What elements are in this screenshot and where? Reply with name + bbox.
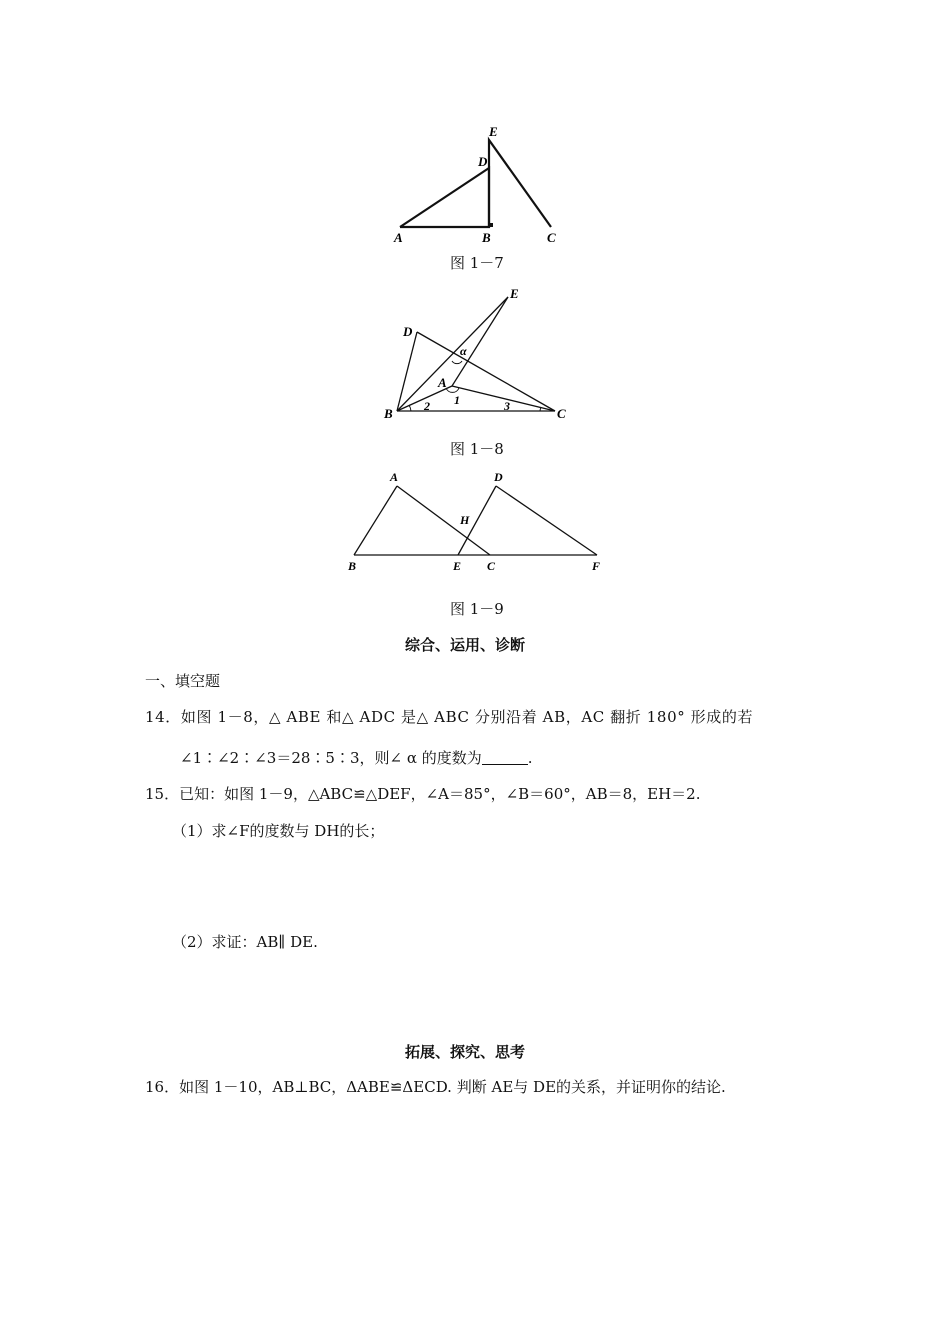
fig8-angle-1-arc	[446, 388, 459, 392]
fig8-label-c: C	[557, 406, 566, 421]
figure-1-9	[340, 466, 610, 578]
fig8-label-3: 3	[504, 399, 510, 413]
fig7-label-d: D	[478, 154, 488, 169]
q14-line1: 14．如图 1－8，△ ABE 和△ ADC 是△ ABC 分别沿着 AB，AC 翻折 180° 形成的若	[145, 708, 754, 726]
q15-stem: 15．已知：如图 1－9，△ABC≌△DEF，∠A＝85°，∠B＝60°，AB＝8，EH＝2.	[145, 785, 701, 803]
fig7-label-a: A	[394, 230, 403, 245]
fig8-label-2: 2	[424, 399, 430, 413]
figure-1-7	[380, 120, 580, 248]
fig8-label-d: D	[403, 324, 413, 339]
fig8-label-b: B	[384, 406, 393, 421]
fig7-label-c: C	[547, 230, 556, 245]
fig8-segment-bd	[397, 332, 417, 411]
fig9-label-f: F	[592, 559, 601, 573]
q16-stem: 16．如图 1－10，AB⊥BC，ΔABE≌ΔECD. 判断 AE与 DE的关系，并证明你的结论.	[145, 1078, 726, 1096]
q15-part1: （1）求∠F的度数与 DH的长；	[172, 822, 385, 840]
fig9-label-b: B	[348, 559, 357, 573]
fig8-label-e: E	[510, 286, 519, 301]
q15-part2: （2）求证：AB∥ DE.	[172, 933, 318, 951]
fig8-segment-ae	[452, 297, 508, 386]
fig7-caption: 图 1－7	[450, 254, 504, 272]
fig9-caption: 图 1－9	[450, 600, 504, 618]
fig9-label-a: A	[390, 470, 399, 484]
q14-line2	[180, 747, 533, 768]
figure-1-8	[370, 282, 580, 427]
section-fill-blank: 一、填空题	[145, 672, 221, 690]
q14-line2-text: ∠1∶∠2∶∠3＝28∶5∶3，则∠ α 的度数为	[180, 749, 482, 767]
fig8-segment-be	[397, 297, 508, 411]
fig7-label-e: E	[489, 124, 498, 139]
q14-line2-end: .	[527, 749, 533, 767]
q14-answer-blank	[482, 750, 528, 765]
fig8-segment-dc	[417, 332, 555, 411]
fig8-label-alpha: α	[460, 344, 467, 358]
section-heading-comprehensive: 综合、运用、诊断	[405, 636, 526, 654]
fig9-label-e: E	[453, 559, 462, 573]
fig8-caption: 图 1－8	[450, 440, 504, 458]
fig7-label-b: B	[482, 230, 491, 245]
fig7-triangle-adb	[400, 168, 489, 227]
fig9-segment-ac	[397, 486, 490, 555]
fig9-label-c: C	[487, 559, 496, 573]
fig9-label-d: D	[494, 470, 503, 484]
fig9-segment-ab	[354, 486, 397, 555]
fig7-right-angle-mark	[489, 223, 493, 227]
fig8-label-a: A	[438, 375, 447, 390]
fig8-label-1: 1	[454, 393, 460, 407]
fig8-angle-alpha-arc	[452, 361, 462, 364]
fig8-angle-2-arc	[409, 405, 411, 411]
fig9-label-h: H	[460, 513, 470, 527]
section-heading-extension: 拓展、探究、思考	[405, 1043, 526, 1061]
fig9-segment-df	[496, 486, 597, 555]
fig7-triangle-ebc	[489, 140, 551, 227]
